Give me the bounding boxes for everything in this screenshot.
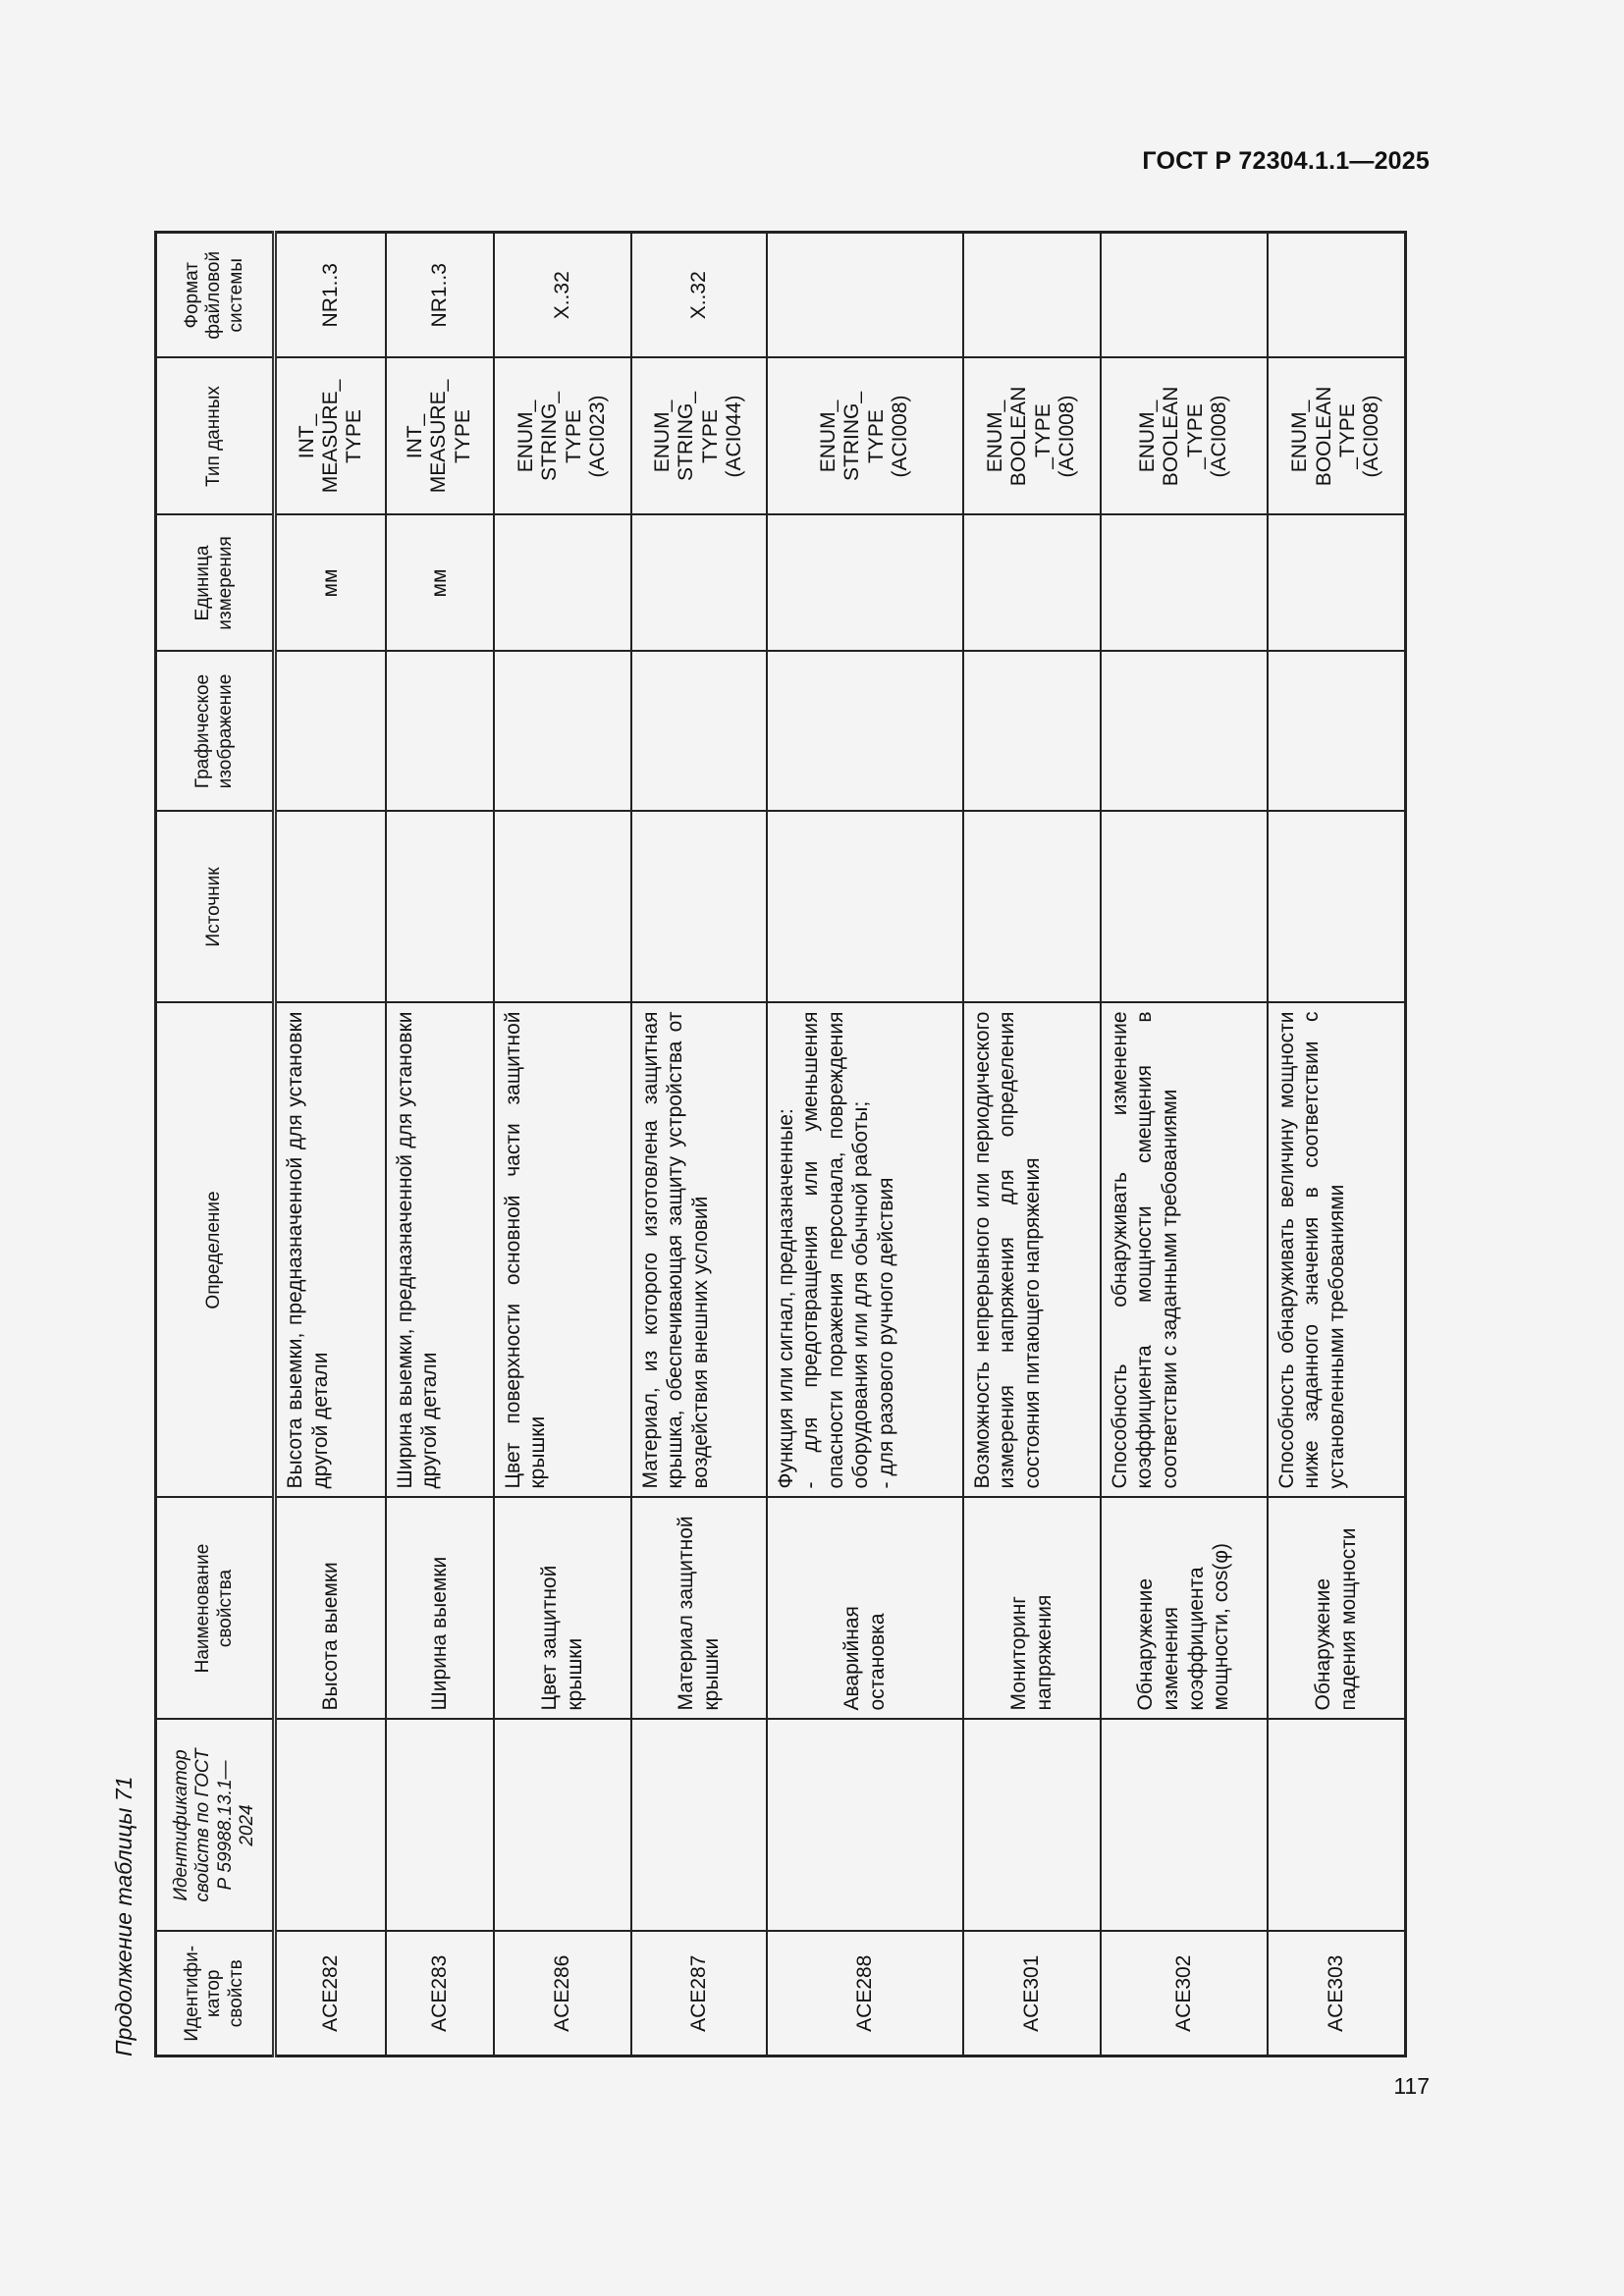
cell-source — [1101, 812, 1268, 1003]
cell-data-type: ENUM_ BOOLEAN _TYPE (ACI008) — [963, 358, 1101, 515]
cell-unit — [1268, 515, 1406, 652]
cell-graphic — [1101, 652, 1268, 812]
cell-definition: Способность обнаруживать изменение коэффициента мощности смещения в соответствии с заданными требованиями — [1101, 1003, 1268, 1498]
cell-file-format: NR1..3 — [275, 233, 386, 358]
cell-unit: мм — [386, 515, 494, 652]
cell-property-name: Обнаружение изменения коэффициента мощности, cos(φ) — [1101, 1498, 1268, 1720]
table-row — [275, 233, 386, 2056]
cell-file-format — [963, 233, 1101, 358]
cell-unit — [1101, 515, 1268, 652]
table-caption: Продолжение таблицы 71 — [111, 1776, 136, 2056]
cell-data-type: ENUM_ STRING_ TYPE (ACI023) — [494, 358, 631, 515]
cell-property-id: ACE282 — [275, 1932, 386, 2056]
cell-property-id: ACE287 — [631, 1932, 767, 2056]
col-header-data-type: Тип данных — [156, 358, 275, 515]
cell-unit: мм — [275, 515, 386, 652]
cell-property-name: Аварийная остановка — [767, 1498, 963, 1720]
cell-property-name: Высота выемки — [275, 1498, 386, 1720]
cell-gost-id — [631, 1720, 767, 1932]
col-header-definition: Определение — [156, 1003, 275, 1498]
cell-unit — [631, 515, 767, 652]
cell-definition: Цвет поверхности основной части защитной крышки — [494, 1003, 631, 1498]
table-row — [386, 233, 494, 2056]
table-row — [963, 233, 1101, 2056]
cell-source — [767, 812, 963, 1003]
cell-property-id: ACE301 — [963, 1932, 1101, 2056]
table-row — [767, 233, 963, 2056]
col-header-file-format: Формат файловой системы — [156, 233, 275, 358]
cell-gost-id — [1268, 1720, 1406, 1932]
cell-data-type: INT_ MEASURE_ TYPE — [275, 358, 386, 515]
cell-definition: Возможность непрерывного или периодического измерения напряжения для определения состояния питающего напряжения — [963, 1003, 1101, 1498]
cell-property-id: ACE302 — [1101, 1932, 1268, 2056]
cell-property-id: ACE288 — [767, 1932, 963, 2056]
cell-source — [386, 812, 494, 1003]
cell-gost-id — [1101, 1720, 1268, 1932]
cell-graphic — [275, 652, 386, 812]
cell-unit — [494, 515, 631, 652]
rotated-table-container — [154, 234, 1404, 2057]
cell-source — [1268, 812, 1406, 1003]
cell-file-format — [1268, 233, 1406, 358]
cell-definition: Функция или сигнал, предназначенные: - для предотвращения или уменьшения опасности поражения персонала, повреждения оборудования или для обычной работы; - для разового ручного действия — [767, 1003, 963, 1498]
cell-gost-id — [494, 1720, 631, 1932]
cell-file-format — [767, 233, 963, 358]
cell-graphic — [631, 652, 767, 812]
cell-gost-id — [963, 1720, 1101, 1932]
col-header-graphic: Графическое изображение — [156, 652, 275, 812]
cell-gost-id — [767, 1720, 963, 1932]
cell-source — [494, 812, 631, 1003]
cell-property-name: Обнаружение падения мощности — [1268, 1498, 1406, 1720]
cell-unit — [963, 515, 1101, 652]
cell-property-name: Мониторинг напряжения — [963, 1498, 1101, 1720]
table-header-row — [156, 233, 275, 2056]
cell-graphic — [767, 652, 963, 812]
col-header-source: Источник — [156, 812, 275, 1003]
cell-source — [631, 812, 767, 1003]
cell-gost-id — [275, 1720, 386, 1932]
cell-file-format: X..32 — [631, 233, 767, 358]
table-row — [494, 233, 631, 2056]
cell-file-format: X..32 — [494, 233, 631, 358]
cell-data-type: ENUM_ BOOLEAN _TYPE (ACI008) — [1101, 358, 1268, 515]
cell-source — [963, 812, 1101, 1003]
cell-data-type: ENUM_ STRING_ TYPE (ACI044) — [631, 358, 767, 515]
cell-property-id: ACE283 — [386, 1932, 494, 2056]
cell-gost-id — [386, 1720, 494, 1932]
cell-property-name: Материал защитной крышки — [631, 1498, 767, 1720]
cell-graphic — [494, 652, 631, 812]
cell-data-type: ENUM_ BOOLEAN _TYPE (ACI008) — [1268, 358, 1406, 515]
cell-file-format — [1101, 233, 1268, 358]
cell-graphic — [1268, 652, 1406, 812]
cell-property-name: Ширина выемки — [386, 1498, 494, 1720]
cell-graphic — [386, 652, 494, 812]
col-header-property-name: Наименование свойства — [156, 1498, 275, 1720]
col-header-unit: Единица измерения — [156, 515, 275, 652]
cell-file-format: NR1..3 — [386, 233, 494, 358]
cell-source — [275, 812, 386, 1003]
properties-table — [154, 231, 1407, 2057]
cell-unit — [767, 515, 963, 652]
cell-property-id: ACE286 — [494, 1932, 631, 2056]
col-header-property-id: Идентифи- катор свойств — [156, 1932, 275, 2056]
cell-definition: Ширина выемки, предназначенной для установки другой детали — [386, 1003, 494, 1498]
table-row — [631, 233, 767, 2056]
cell-definition: Способность обнаруживать величину мощности ниже заданного значения в соответствии с установленными требованиями — [1268, 1003, 1406, 1498]
cell-graphic — [963, 652, 1101, 812]
col-header-gost-id: Идентификатор свойств по ГОСТ Р 59988.13.1— 2024 — [156, 1720, 275, 1932]
cell-data-type: INT_ MEASURE_ TYPE — [386, 358, 494, 515]
cell-definition: Высота выемки, предназначенной для установки другой детали — [275, 1003, 386, 1498]
table-row — [1101, 233, 1268, 2056]
document-code: ГОСТ Р 72304.1.1—2025 — [1142, 147, 1430, 175]
cell-data-type: ENUM_ STRING_ TYPE (ACI008) — [767, 358, 963, 515]
cell-property-id: ACE303 — [1268, 1932, 1406, 2056]
cell-property-name: Цвет защитной крышки — [494, 1498, 631, 1720]
table-row — [1268, 233, 1406, 2056]
page-number: 117 — [1393, 2073, 1430, 2099]
cell-definition: Материал, из которого изготовлена защитная крышка, обеспечивающая защиту устройства от воздействия внешних условий — [631, 1003, 767, 1498]
